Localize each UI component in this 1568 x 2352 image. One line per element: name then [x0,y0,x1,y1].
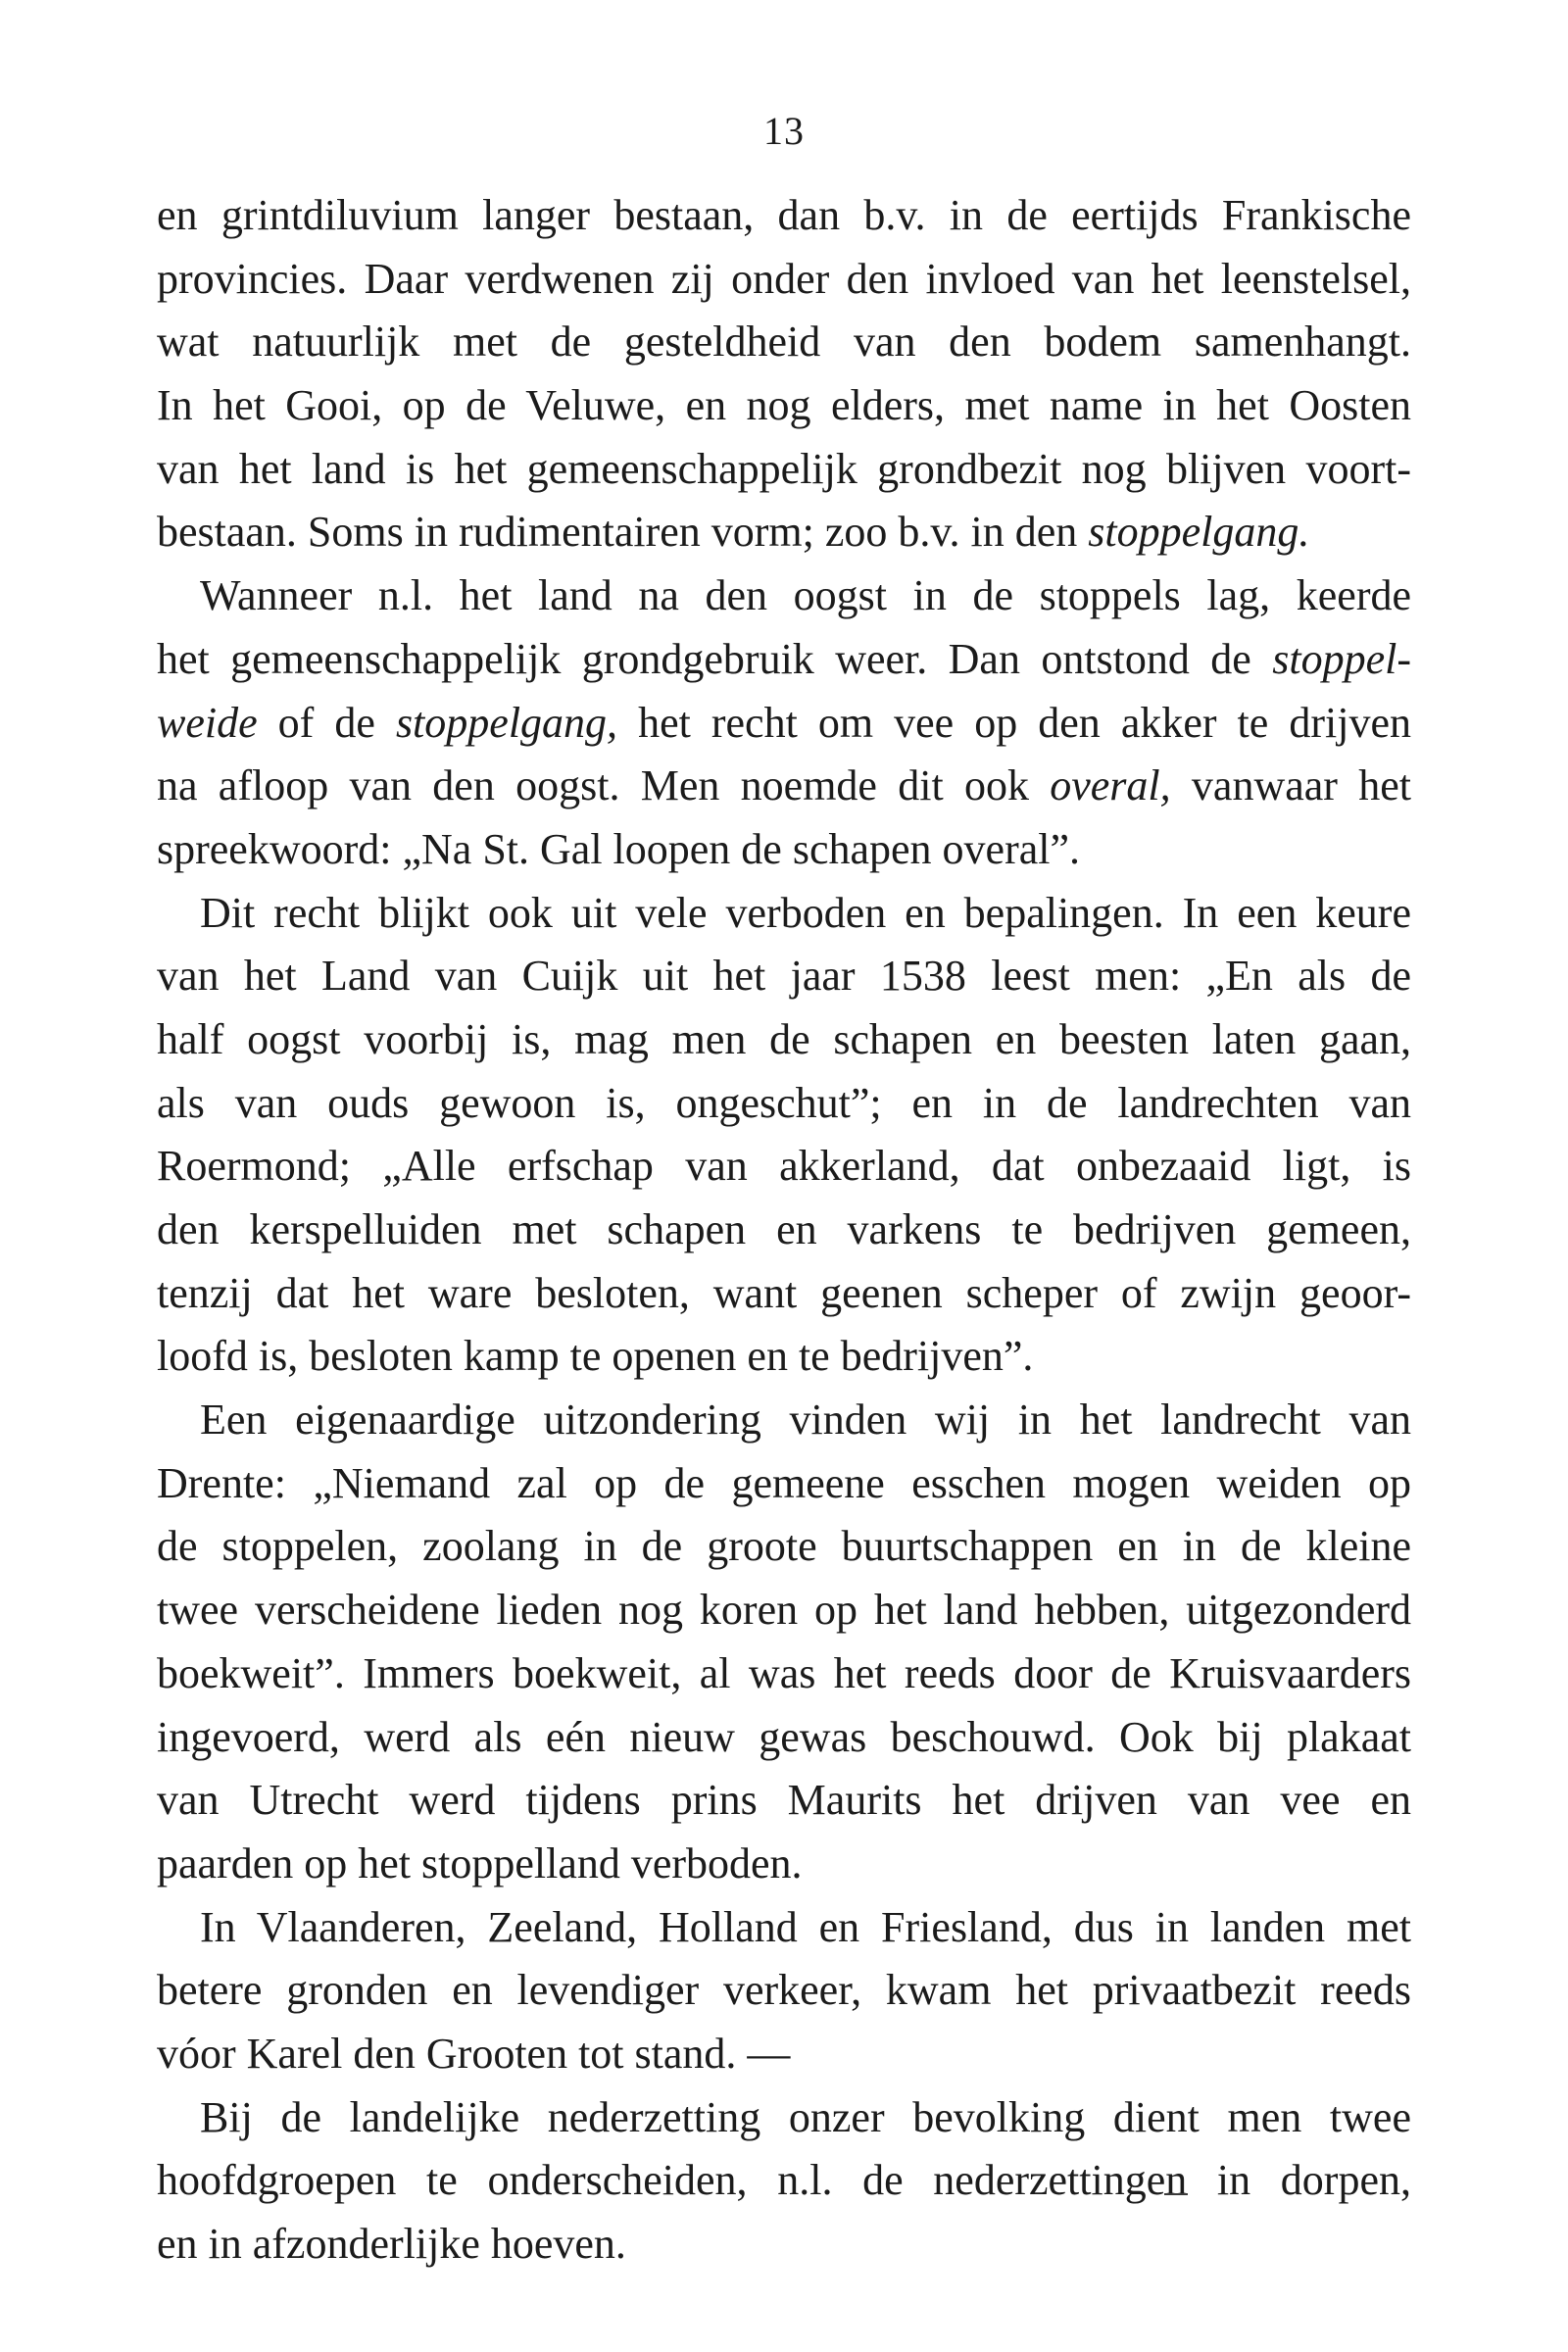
page-number: 13 [763,109,805,153]
text-line [157,882,1411,946]
text-line [157,2086,1411,2150]
text-segment: spreekwoord: „Na St. Gal loopen de schapen overal”. [157,824,1081,873]
text-segment: boekweit”. Immers boekweit, al was het reeds door de Kruisvaarders [157,1648,1411,1697]
text-line [157,1959,1411,2023]
text-segment: de stoppelen, zoolang in de groote buurtschappen en in de kleine [157,1522,1411,1571]
text-segment: twee verscheidene lieden nog koren op het land hebben, uitgezonderd [157,1586,1411,1635]
text-line [157,1642,1411,1706]
text-line [157,2213,1411,2277]
text-line [157,2149,1411,2213]
text-line [157,1325,1411,1389]
italic-term: stoppelgang. [1088,508,1310,557]
italic-term: stoppelgang, [395,698,618,747]
text-segment: Een eigenaardige uitzondering vinden wij in het landrecht van [200,1396,1411,1445]
text-line [157,1769,1411,1833]
text-segment: tenzij dat het ware besloten, want geenen scheper of zwijn geoor- [157,1268,1411,1317]
text-line [157,755,1411,818]
text-segment: Roermond; „Alle erfschap van akkerland, dat onbezaaid ligt, is [157,1142,1411,1191]
text-segment: den kerspelluiden met schapen en varkens te bedrijven gemeen, [157,1205,1411,1253]
italic-term: overal, [1050,761,1171,810]
text-segment: In het Gooi, op de Veluwe, en nog elders, met name in het Oosten [157,381,1411,430]
text-line [157,1706,1411,1770]
text-segment: Dit recht blijkt ook uit vele verboden en bepalingen. In een keure [200,888,1411,937]
text-line [157,1452,1411,1516]
text-segment: wat natuurlijk met de gesteldheid van den bodem samenhangt. [157,318,1411,367]
text-line [157,1833,1411,1896]
text-line [157,1389,1411,1452]
italic-term: weide [157,698,258,747]
text-line [157,1008,1411,1072]
text-line [157,2023,1411,2086]
underline-mark [1164,2193,1188,2195]
text-segment: van het land is het gemeenschappelijk grondbezit nog blijven voort- [157,444,1411,493]
text-segment: en grintdiluvium langer bestaan, dan b.v. in de eertijds Frankische [157,191,1411,239]
text-segment: Bij de landelijke nederzetting onzer bevolking dient men twee [200,2092,1411,2141]
text-segment: bestaan. Soms in rudimentairen vorm; zoo b.v. in den [157,508,1089,557]
text-segment: In Vlaanderen, Zeeland, Holland en Friesland, dus in landen met [200,1902,1411,1951]
text-segment: van het Land van Cuijk uit het jaar 1538 leest men: „En als de [157,952,1411,1001]
text-line [157,1135,1411,1199]
text-line [157,1515,1411,1579]
text-line [157,184,1411,248]
text-line [157,1072,1411,1136]
text-line [157,1579,1411,1642]
text-segment: na afloop van den oogst. Men noemde dit ook [157,761,1051,810]
text-segment: vóor Karel den Grooten tot stand. — [157,2029,791,2078]
text-segment: het gemeenschappelijk grondgebruik weer. Dan ontstond de [157,634,1273,683]
text-line [157,628,1411,692]
text-segment: hoofdgroepen te onderscheiden, n.l. de nederzettingen in dorpen, [157,2156,1411,2205]
text-segment: als van ouds gewoon is, ongeschut”; en in de landrechten van [157,1078,1411,1127]
text-segment: of de [257,698,396,747]
text-line [157,1262,1411,1326]
text-segment: Drente: „Niemand zal op de gemeene esschen mogen weiden op [157,1458,1411,1507]
text-line [157,501,1411,564]
text-line [157,692,1411,756]
text-line [157,438,1411,502]
text-segment: vanwaar het [1170,761,1411,810]
text-segment: loofd is, besloten kamp te openen en te bedrijven”. [157,1332,1034,1381]
text-line [157,1199,1411,1262]
text-segment: provincies. Daar verdwenen zij onder den invloed van het leenstelsel, [157,254,1411,303]
body-text [157,184,1411,2277]
text-line [157,374,1411,438]
italic-term: stoppel- [1272,634,1411,683]
text-segment: en in afzonderlijke hoeven. [157,2220,626,2268]
text-segment: paarden op het stoppelland verboden. [157,1838,803,1887]
text-segment: half oogst voorbij is, mag men de schapen en beesten laten gaan, [157,1014,1411,1063]
text-line [157,311,1411,374]
text-segment: betere gronden en levendiger verkeer, kwam het privaatbezit reeds [157,1966,1411,2015]
text-line [157,248,1411,312]
text-line [157,1896,1411,1960]
text-segment: ingevoerd, werd als eén nieuw gewas beschouwd. Ook bij plakaat [157,1712,1411,1761]
text-segment: van Utrecht werd tijdens prins Maurits het drijven van vee en [157,1776,1411,1825]
text-line [157,945,1411,1008]
text-line [157,818,1411,882]
text-segment: het recht om vee op den akker te drijven [617,698,1411,747]
text-segment: Wanneer n.l. het land na den oogst in de stoppels lag, keerde [200,571,1411,620]
text-line [157,564,1411,628]
